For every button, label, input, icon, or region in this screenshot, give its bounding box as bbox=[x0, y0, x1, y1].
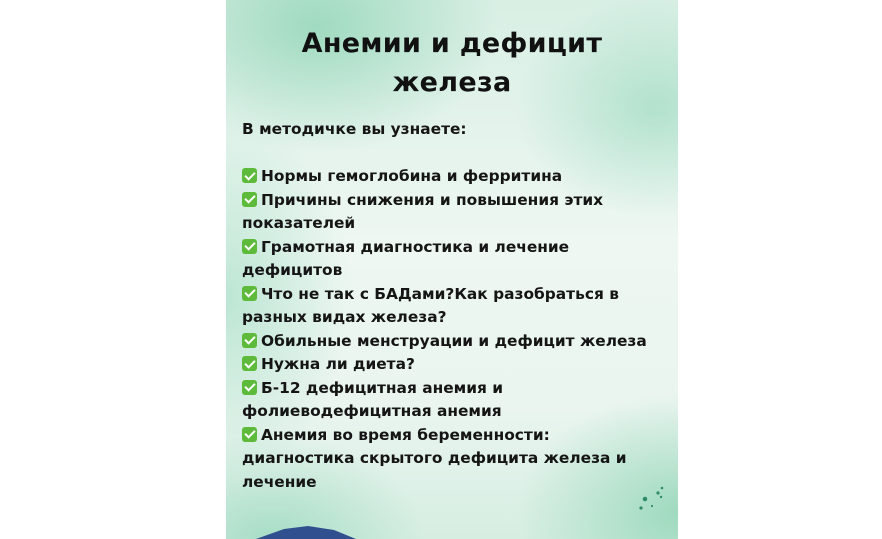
item-text: Что не так с БАДами?Как разобраться в bbox=[261, 284, 619, 303]
decorative-dots bbox=[636, 484, 666, 514]
check-mark-icon bbox=[242, 168, 257, 183]
item-text: Обильные менструации и дефицит железа bbox=[261, 331, 647, 350]
list-item bbox=[242, 424, 674, 495]
check-mark-icon bbox=[242, 286, 257, 301]
item-text: Нужна ли диета? bbox=[261, 355, 415, 373]
check-mark-icon bbox=[242, 192, 257, 207]
list-item bbox=[242, 353, 674, 377]
check-mark-icon bbox=[242, 356, 257, 371]
check-mark-icon bbox=[242, 380, 257, 395]
item-text: Нормы гемоглобина и ферритина bbox=[261, 167, 563, 185]
info-card bbox=[226, 0, 678, 539]
title-line-2: железа bbox=[392, 67, 512, 98]
list-item bbox=[242, 165, 674, 189]
page-title bbox=[226, 24, 678, 102]
title-line-1: Анемии и дефицит bbox=[301, 28, 603, 59]
item-text-cont: показателей bbox=[242, 214, 356, 232]
item-text: Анемия во время беременности: bbox=[261, 425, 550, 444]
item-text-cont: диагностика скрытого дефицита железа и bbox=[242, 449, 627, 467]
item-text-cont: разных видах железа? bbox=[242, 308, 447, 326]
item-text: Б-12 дефицитная анемия и bbox=[261, 378, 504, 397]
check-mark-icon bbox=[242, 333, 257, 348]
list-item bbox=[242, 236, 674, 283]
item-text: Причины снижения и повышения этих bbox=[261, 190, 604, 209]
list-item bbox=[242, 377, 674, 424]
item-text: Грамотная диагностика и лечение bbox=[261, 237, 570, 256]
list-item bbox=[242, 283, 674, 330]
item-text-cont: дефицитов bbox=[242, 261, 343, 279]
bottom-decorative-shape bbox=[226, 520, 678, 539]
item-text-cont: лечение bbox=[242, 472, 317, 491]
list-item bbox=[242, 330, 674, 354]
checklist bbox=[242, 118, 674, 494]
item-text-cont: фолиеводефицитная анемия bbox=[242, 402, 502, 420]
intro-text: В методичке вы узнаете: bbox=[242, 120, 467, 138]
list-item bbox=[242, 189, 674, 236]
check-mark-icon bbox=[242, 427, 257, 442]
check-mark-icon bbox=[242, 239, 257, 254]
